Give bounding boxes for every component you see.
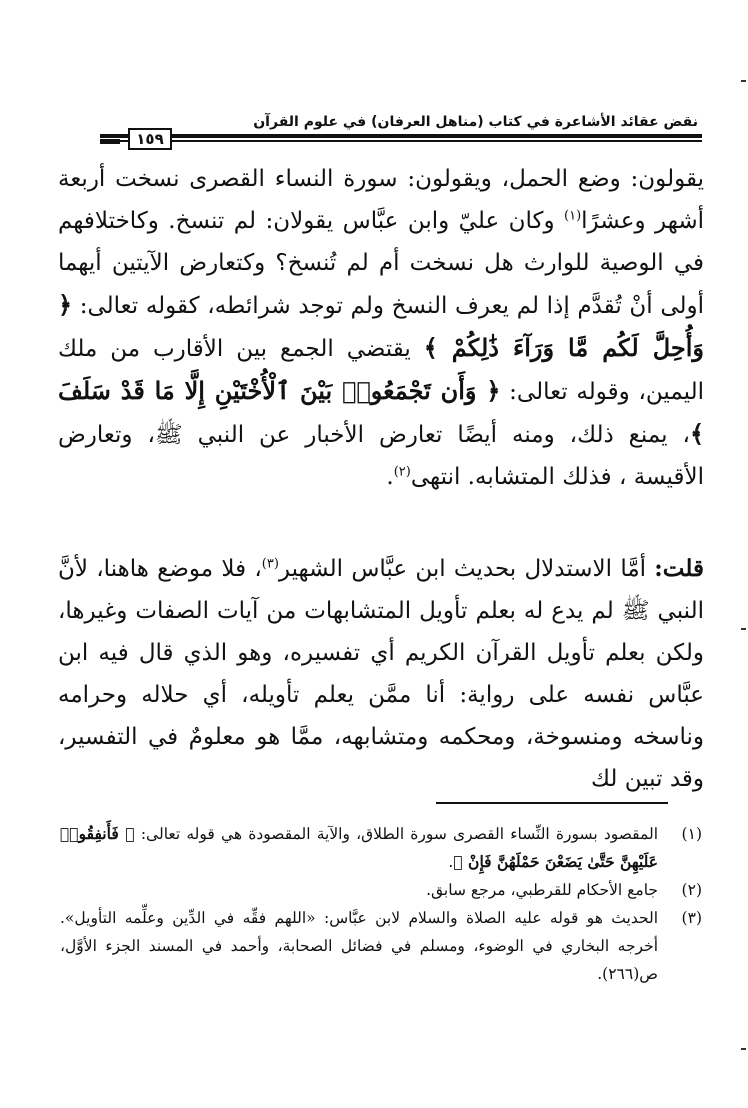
footnote-1-tail: .: [448, 853, 454, 871]
scan-edge-mark: [741, 628, 746, 630]
paragraph-1-text-d: ، يمنع ذلك، ومنه أيضًا تعارض الأخبار عن النبي ﷺ، وتعارض الأقيسة ، فذلك المتشابه. انتهى: [58, 422, 704, 490]
scan-edge-mark: [741, 80, 746, 82]
paragraph-1-text-e: .: [386, 464, 394, 490]
paragraph-1: [58, 158, 704, 498]
footnote-2: [60, 876, 702, 904]
quran-verse-1: ﴿ وَأُحِلَّ لَكُم مَّا وَرَآءَ ذَٰلِكُمْ ﴾: [58, 290, 704, 362]
footnote-ref-1: (١): [564, 208, 582, 224]
footnotes: [60, 820, 702, 988]
footnote-1-text: المقصود بسورة النِّساء القصرى سورة الطلاق، والآية المقصودة هي قوله تعالى:: [134, 825, 658, 843]
header-rule-thin: [100, 140, 702, 142]
footnote-number: (٣): [681, 909, 702, 927]
paragraph-1-text-a: يقولون: وضع الحمل، ويقولون: سورة النساء القصرى نسخت أربعة أشهر وعشرًا: [58, 166, 704, 234]
paragraph-1-text-c: يقتضي الجمع بين الأقارب من ملك اليمين، وقوله تعالى:: [58, 336, 704, 405]
paragraph-1-text-b: وكان عليّ وابن عبَّاس يقولان: لم تنسخ. وكاختلافهم في الوصية للوارث هل نسخت أم لم تُنسخ؟ وكتعارض الآيتين أيهما أولى أنْ تُقدَّم إذا لم يعرف النسخ ولم توجد شرائطه، كقوله تعالى:: [58, 208, 704, 319]
footnote-1-quran: ﴿ فَأَنفِقُوا۟ عَلَيْهِنَّ حَتَّىٰ يَضَعْنَ حَمْلَهُنَّ فَإِنْ ﴾: [60, 824, 658, 871]
footnote-separator: [436, 802, 668, 804]
paragraph-2-text-b: ، فلا موضع هاهنا، لأنَّ النبي ﷺ لم يدع له بعلم تأويل المتشابهات من آيات الصفات وغيرها، ولكن بعلم تأويل القرآن الكريم أي تفسيره، وهو الذي قال فيه ابن عبَّاس نفسه على رواية: أنا ممَّن يعلم تأويله، أي حلاله وحرامه وناسخه ومنسوخة، ومحكمه ومتشابهه، ممَّا هو معلومٌ في التفسير، وقد تبين لك: [58, 556, 704, 792]
footnote-3: [60, 904, 702, 988]
footnote-ref-2: (٢): [393, 464, 411, 480]
paragraph-2-text-a: أمَّا الاستدلال بحديث ابن عبَّاس الشهير: [278, 556, 655, 582]
scan-edge-mark: [741, 1048, 746, 1050]
footnote-3-text: الحديث هو قوله عليه الصلاة والسلام لابن عبَّاس: «اللهم فقِّه في الدِّين وعلِّمه التأويل». أخرجه البخاري في الوضوء، ومسلم في فضائل الصحابة، وأحمد في المسند الجزء الأوَّل، ص(٢٦٦).: [60, 909, 658, 983]
page-number: ١٥٩: [128, 128, 172, 150]
header-rule-tab: [100, 139, 120, 144]
footnote-ref-3: (٣): [261, 556, 279, 572]
running-title: نقض عقائد الأشاعرة في كتاب (مناهل العرفان) في علوم القرآن: [253, 114, 698, 130]
footnote-text: [60, 820, 658, 876]
header-rule-thick: [100, 134, 702, 138]
quran-verse-2: ﴿ وَأَن تَجْمَعُوا۟ بَيْنَ ٱلْأُخْتَيْنِ إِلَّا مَا قَدْ سَلَفَ ﴾: [58, 376, 704, 448]
footnote-2-text: جامع الأحكام للقرطبي، مرجع سابق.: [426, 881, 658, 899]
paragraph-2-lead: قلت:: [654, 555, 704, 582]
footnote-number: (١): [681, 825, 702, 843]
paragraph-2: [58, 548, 704, 800]
footnote-number: (٢): [681, 881, 702, 899]
footnote-1: [60, 820, 702, 876]
